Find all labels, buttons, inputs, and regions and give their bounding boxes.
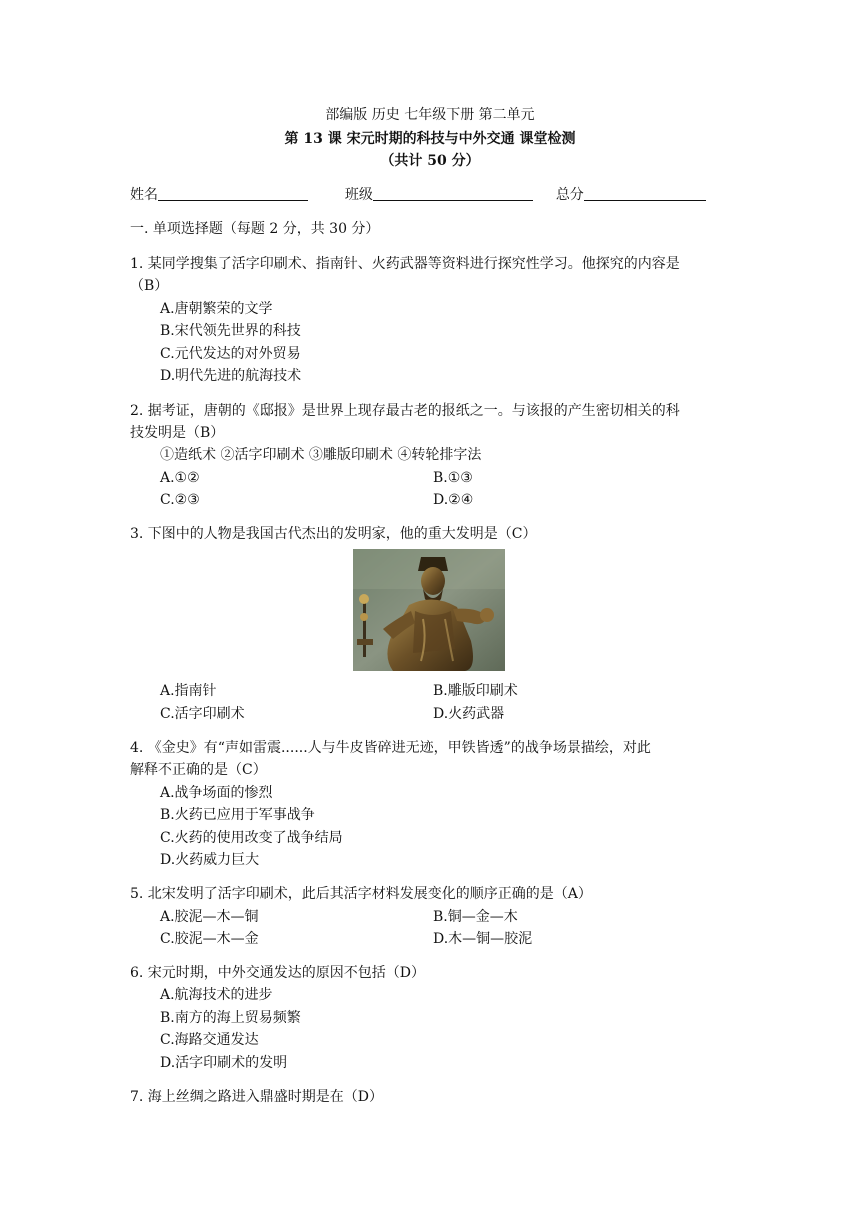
question-6-stem: 6. 宋元时期，中外交通发达的原因不包括（D） [130,965,426,981]
option-a: A.指南针 [160,683,217,699]
option-d: D.活字印刷术的发明 [160,1055,288,1071]
option-b: B.雕版印刷术 [433,683,518,699]
option-d: D.火药武器 [433,706,505,722]
option-d: D.明代先进的航海技术 [160,368,302,384]
student-info-line [130,186,706,204]
option-d: D.②④ [433,492,474,508]
question-3-stem: 3. 下图中的人物是我国古代杰出的发明家，他的重大发明是（C） [130,526,537,542]
total-blank [584,186,706,201]
option-b: B.①③ [433,470,473,486]
option-c: C.海路交通发达 [160,1032,259,1048]
question-7-stem: 7. 海上丝绸之路进入鼎盛时期是在（D） [130,1089,384,1105]
option-a: A.航海技术的进步 [160,987,273,1003]
option-c: C.活字印刷术 [160,706,245,722]
question-4-stem-cont: 解释不正确的是（C） [130,762,267,778]
option-b: B.南方的海上贸易频繁 [160,1010,301,1026]
option-c: C.②③ [160,492,200,508]
question-1-answer: （B） [130,278,169,294]
question-5-stem: 5. 北宋发明了活字印刷术，此后其活字材料发展变化的顺序正确的是（A） [130,886,592,902]
option-a: A.战争场面的惨烈 [160,785,273,801]
class-label: 班级 [344,187,373,203]
option-d: D.木—铜—胶泥 [433,931,533,947]
document-title: 第 13 课 宋元时期的科技与中外交通 课堂检测 [284,131,576,147]
option-a: A.胶泥—木—铜 [160,909,259,925]
score-total: （共计 50 分） [380,153,480,169]
option-d: D.火药威力巨大 [160,852,260,868]
class-blank [373,186,533,201]
document-subtitle: 部编版 历史 七年级下册 第二单元 [325,107,535,123]
option-c: C.胶泥—木—金 [160,931,259,947]
option-a: A.唐朝繁荣的文学 [160,301,273,317]
option-b: B.铜—金—木 [433,909,518,925]
question-1-stem: 1. 某同学搜集了活字印刷术、指南针、火药武器等资料进行探究性学习。他探究的内容是 [130,256,680,272]
inventor-statue-photo [353,549,505,671]
question-2-stem-cont: 技发明是（B） [130,425,225,441]
option-c: C.元代发达的对外贸易 [160,346,301,362]
option-b: B.火药已应用于军事战争 [160,807,315,823]
option-b: B.宋代领先世界的科技 [160,323,301,339]
total-label: 总分 [555,187,584,203]
name-label: 姓名 [130,187,158,203]
name-blank [158,186,308,201]
option-a: A.①② [160,470,200,486]
question-4-stem: 4. 《金史》有“声如雷震......人与牛皮皆碎进无迹，甲铁皆透”的战争场景描绘，对此 [130,740,651,756]
section-heading: 一. 单项选择题（每题 2 分，共 30 分） [130,221,380,237]
question-2-items: ①造纸术 ②活字印刷术 ③雕版印刷术 ④转轮排字法 [160,447,482,463]
question-2-stem: 2. 据考证，唐朝的《邸报》是世界上现存最古老的报纸之一。与该报的产生密切相关的科 [130,403,680,419]
option-c: C.火药的使用改变了战争结局 [160,830,343,846]
